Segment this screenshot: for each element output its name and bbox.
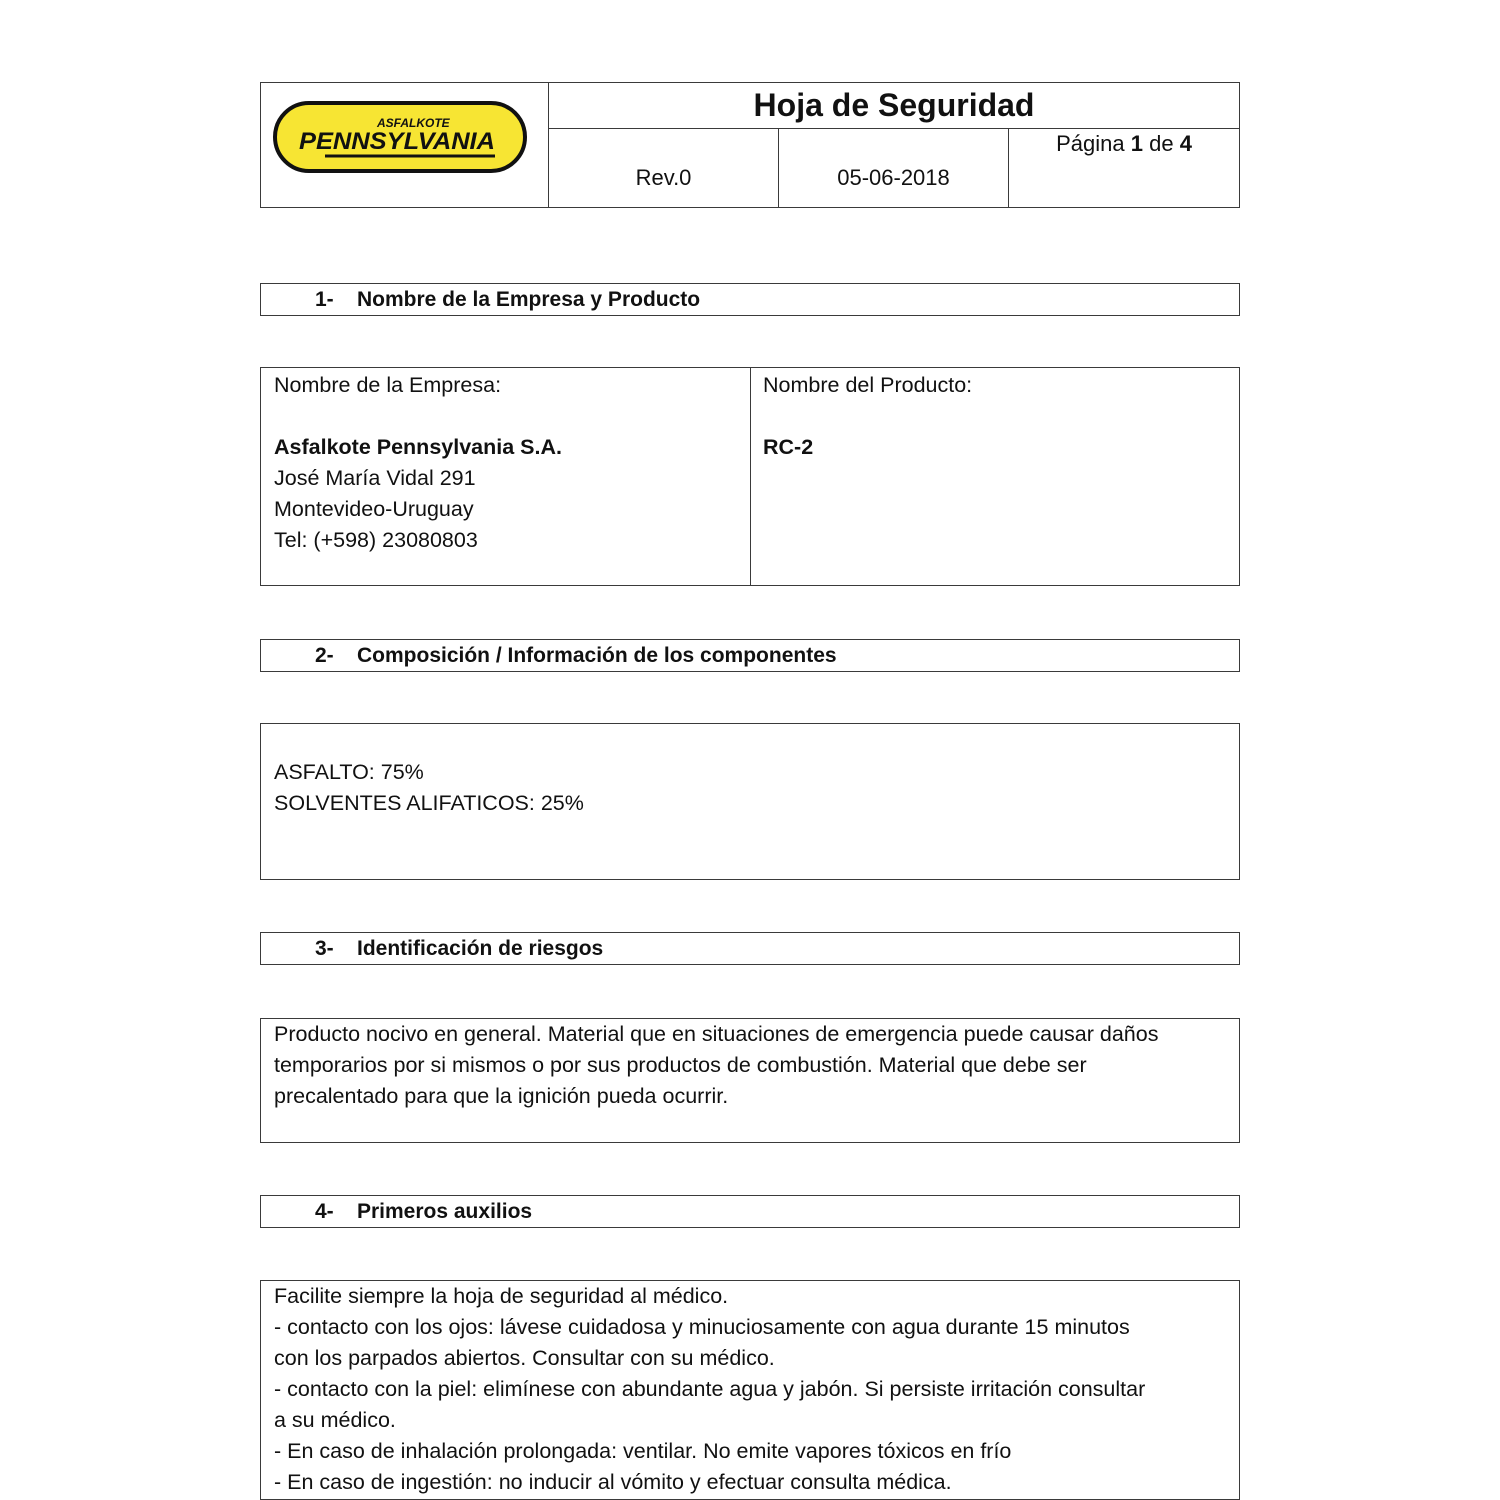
hazard-line: precalentado para que la ignición pueda ocurrir.: [274, 1084, 729, 1108]
logo-cell: [261, 83, 549, 207]
product-label: Nombre del Producto:: [763, 373, 973, 397]
first-aid-line: con los parpados abiertos. Consultar con su médico.: [274, 1346, 775, 1370]
company-name: Asfalkote Pennsylvania S.A.: [274, 435, 562, 459]
section-number: 2-: [315, 643, 334, 667]
logo-main-text: PENNSYLVANIA: [299, 128, 495, 155]
hazards-box: [260, 1018, 1240, 1143]
section-title: Primeros auxilios: [357, 1199, 533, 1223]
first-aid-line: Facilite siempre la hoja de seguridad al médico.: [274, 1284, 729, 1308]
page-separator: de: [1149, 131, 1174, 156]
hazard-line: Producto nocivo en general. Material que en situaciones de emergencia puede causar daños: [274, 1022, 1159, 1046]
revision-date: 05-06-2018: [779, 129, 1009, 207]
company-label: Nombre de la Empresa:: [274, 373, 502, 397]
section-2-header: [260, 639, 1240, 672]
first-aid-line: - En caso de inhalación prolongada: ventilar. No emite vapores tóxicos en frío: [274, 1439, 1012, 1463]
first-aid-line: - contacto con la piel: elimínese con abundante agua y jabón. Si persiste irritación consultar: [274, 1377, 1146, 1401]
product-name: RC-2: [763, 435, 814, 459]
page-total: 4: [1179, 131, 1192, 156]
section-title: Identificación de riesgos: [357, 936, 604, 960]
composition-line: SOLVENTES ALIFATICOS: 25%: [274, 791, 584, 815]
page-current: 1: [1130, 131, 1143, 156]
product-info-cell: [751, 368, 1239, 585]
section-number: 3-: [315, 936, 334, 960]
composition-box: [260, 723, 1240, 880]
section-number: 4-: [315, 1199, 334, 1223]
section-1-header: [260, 283, 1240, 316]
first-aid-box: [260, 1280, 1240, 1500]
document-header: [260, 82, 1240, 208]
page-indicator: [1009, 129, 1239, 207]
document-title: Hoja de Seguridad: [549, 83, 1239, 129]
section-number: 1-: [315, 287, 334, 311]
revision-number: Rev.0: [549, 129, 779, 207]
section-3-header: [260, 932, 1240, 965]
hazard-line: temporarios por si mismos o por sus productos de combustión. Material que debe ser: [274, 1053, 1087, 1077]
first-aid-line: - En caso de ingestión: no inducir al vómito y efectuar consulta médica.: [274, 1470, 952, 1494]
company-phone: Tel: (+598) 23080803: [274, 528, 478, 552]
company-product-table: [260, 367, 1240, 586]
company-info-cell: [261, 368, 751, 585]
composition-line: ASFALTO: 75%: [274, 760, 424, 784]
logo-top-text: ASFALKOTE: [377, 116, 450, 130]
first-aid-line: a su médico.: [274, 1408, 396, 1432]
section-title: Composición / Información de los componentes: [357, 643, 837, 667]
page-prefix: Página: [1056, 131, 1125, 156]
company-city: Montevideo-Uruguay: [274, 497, 474, 521]
section-title: Nombre de la Empresa y Producto: [357, 287, 701, 311]
company-logo: [273, 101, 527, 173]
first-aid-line: - contacto con los ojos: lávese cuidadosa y minuciosamente con agua durante 15 minutos: [274, 1315, 1130, 1339]
company-address: José María Vidal 291: [274, 466, 476, 490]
section-4-header: [260, 1195, 1240, 1228]
